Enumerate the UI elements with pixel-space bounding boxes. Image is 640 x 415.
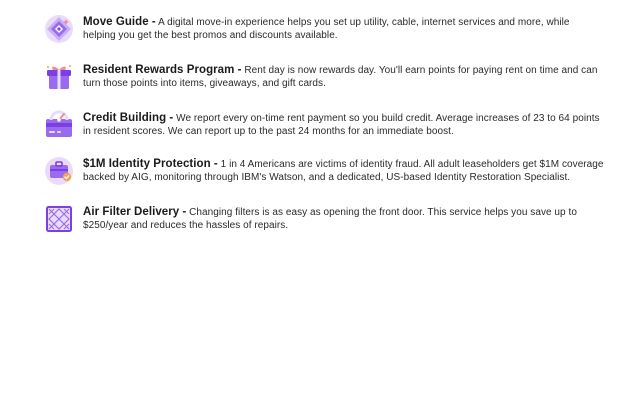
feature-title: Credit Building - [83,112,174,124]
feature-identity-protection [44,158,604,186]
feature-text [83,206,604,232]
feature-description: Changing filters is as easy as opening the front door. This service helps you save up to $250/year and reduces the hassles of repairs. [83,207,577,231]
feature-description: We report every on-time rent payment so you build credit. Average increases of 23 to 64 points in resident scores. We can report up to the past 24 months for an immediate boost. [83,113,600,137]
feature-description: A digital move-in experience helps you set up utility, cable, internet services and more, while helping you get the best promos and discounts available. [83,17,570,41]
feature-title: $1M Identity Protection - [83,158,218,170]
feature-air-filter [44,206,604,234]
identity-protection-icon [44,156,74,186]
feature-title: Move Guide - [83,16,156,28]
feature-title: Air Filter Delivery - [83,206,187,218]
feature-text [83,112,604,138]
feature-text [83,64,604,90]
air-filter-icon [44,204,74,234]
feature-description: 1 in 4 Americans are victims of identity fraud. All adult leaseholders get $1M coverage backed by AIG, monitoring through IBM's Watson, and a dedicated, US-based Identity Restoration Specialist. [83,159,604,183]
move-guide-icon [44,14,74,44]
feature-title: Resident Rewards Program - [83,64,242,76]
feature-text [83,16,604,42]
feature-resident-rewards [44,64,604,92]
credit-building-icon [44,110,74,140]
feature-credit-building [44,112,604,140]
feature-description: Rent day is now rewards day. You'll earn points for paying rent on time and can turn those points into items, giveaways, and gift cards. [83,65,598,89]
gift-rewards-icon [44,62,74,92]
feature-text [83,158,604,184]
feature-move-guide [44,16,604,44]
